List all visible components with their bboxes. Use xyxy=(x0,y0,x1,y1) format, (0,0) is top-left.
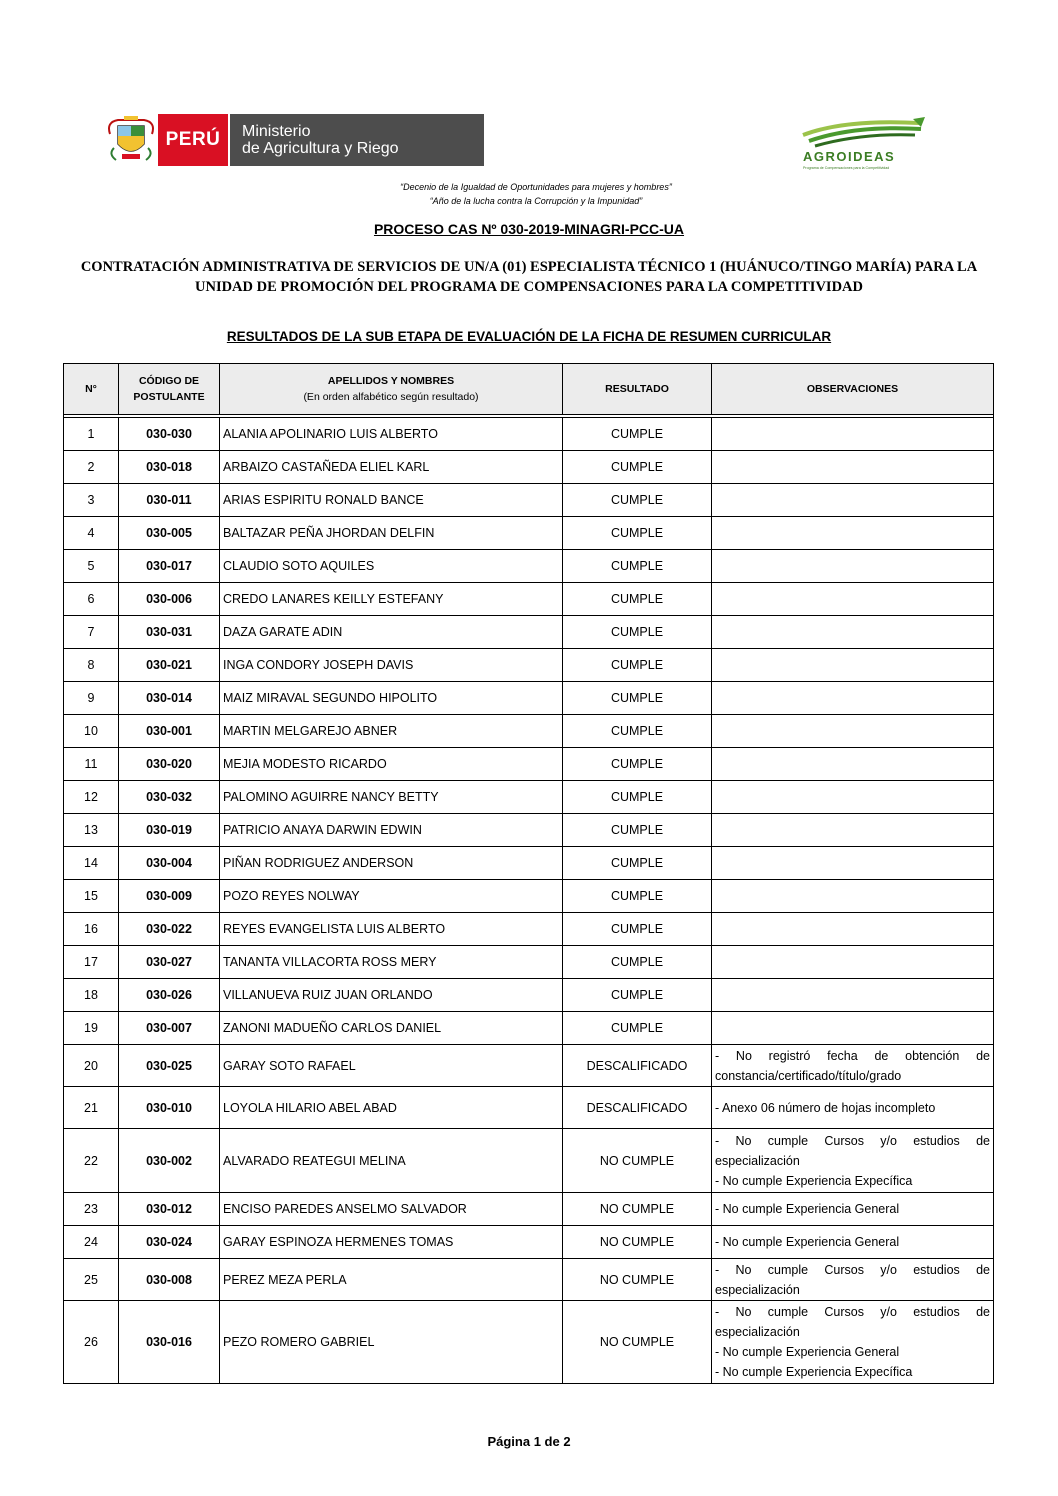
applicant-name: GARAY ESPINOZA HERMENES TOMAS xyxy=(220,1226,563,1259)
applicant-code: 030-025 xyxy=(119,1045,220,1087)
row-number: 2 xyxy=(64,451,119,484)
result-status: CUMPLE xyxy=(563,484,712,517)
row-number: 13 xyxy=(64,814,119,847)
observation-line: - No cumple Experiencia General xyxy=(715,1202,900,1216)
applicant-code: 030-005 xyxy=(119,517,220,550)
mottos xyxy=(0,180,1058,208)
observation-line: - Anexo 06 número de hojas incompleto xyxy=(715,1100,936,1115)
applicant-code: 030-031 xyxy=(119,616,220,649)
applicant-code: 030-006 xyxy=(119,583,220,616)
row-number: 21 xyxy=(64,1087,119,1129)
applicant-name: PEREZ MEZA PERLA xyxy=(220,1259,563,1301)
observations-cell xyxy=(712,1087,994,1129)
results-subtitle: RESULTADOS DE LA SUB ETAPA DE EVALUACIÓN DE LA FICHA DE RESUMEN CURRICULAR xyxy=(226,329,832,344)
applicant-code: 030-017 xyxy=(119,550,220,583)
row-number: 3 xyxy=(64,484,119,517)
observations-cell xyxy=(712,814,994,847)
result-status: CUMPLE xyxy=(563,946,712,979)
observations-cell xyxy=(712,616,994,649)
row-number: 19 xyxy=(64,1012,119,1045)
result-status: DESCALIFICADO xyxy=(563,1087,712,1129)
applicant-name: ALANIA APOLINARIO LUIS ALBERTO xyxy=(220,418,563,451)
row-number: 25 xyxy=(64,1259,119,1301)
table-row xyxy=(64,1259,994,1301)
table-row xyxy=(64,1301,994,1384)
header-code-line2: POSTULANTE xyxy=(133,391,205,403)
result-status: NO CUMPLE xyxy=(563,1226,712,1259)
row-number: 8 xyxy=(64,649,119,682)
observation-line: - No cumple Cursos y/o estudios de especialización xyxy=(715,1133,990,1168)
observations-cell xyxy=(712,649,994,682)
table-row xyxy=(64,715,994,748)
applicant-code: 030-030 xyxy=(119,418,220,451)
observation-line: - No cumple Experiencia General xyxy=(715,1235,900,1249)
result-status: CUMPLE xyxy=(563,682,712,715)
observations-cell xyxy=(712,517,994,550)
table-row xyxy=(64,583,994,616)
applicant-name: TANANTA VILLACORTA ROSS MERY xyxy=(220,946,563,979)
result-status: CUMPLE xyxy=(563,583,712,616)
row-number: 14 xyxy=(64,847,119,880)
observation-line: - No cumple Experiencia Expecífica xyxy=(715,1365,913,1379)
observations-cell xyxy=(712,913,994,946)
applicant-code: 030-011 xyxy=(119,484,220,517)
applicant-code: 030-004 xyxy=(119,847,220,880)
row-number: 1 xyxy=(64,418,119,451)
applicant-name: PEZO ROMERO GABRIEL xyxy=(220,1301,563,1384)
applicant-code: 030-014 xyxy=(119,682,220,715)
agroideas-tagline: Programa de Compensaciones para la Competitividad xyxy=(803,166,890,170)
observations-cell xyxy=(712,583,994,616)
observations-cell xyxy=(712,880,994,913)
agroideas-logo xyxy=(795,113,935,171)
row-number: 12 xyxy=(64,781,119,814)
row-number: 15 xyxy=(64,880,119,913)
applicant-code: 030-022 xyxy=(119,913,220,946)
table-row xyxy=(64,847,994,880)
applicant-name: GARAY SOTO RAFAEL xyxy=(220,1045,563,1087)
observations-cell xyxy=(712,1193,994,1226)
observations-cell xyxy=(712,1259,994,1301)
observations-cell xyxy=(712,847,994,880)
motto-year: “Año de la lucha contra la Corrupción y la Impunidad” xyxy=(429,196,643,206)
observations-cell xyxy=(712,550,994,583)
result-status: CUMPLE xyxy=(563,880,712,913)
applicant-code: 030-001 xyxy=(119,715,220,748)
applicant-name: ARBAIZO CASTAÑEDA ELIEL KARL xyxy=(220,451,563,484)
header-code-line1: CÓDIGO DE xyxy=(138,375,200,387)
table-row xyxy=(64,979,994,1012)
table-row xyxy=(64,550,994,583)
result-status: NO CUMPLE xyxy=(563,1301,712,1384)
observation-line: - No cumple Cursos y/o estudios de especialización xyxy=(715,1262,990,1297)
peru-coat-of-arms-icon xyxy=(104,114,158,166)
observation-line: - No cumple Cursos y/o estudios de especialización xyxy=(715,1305,990,1339)
table-row xyxy=(64,880,994,913)
table-row xyxy=(64,1129,994,1193)
applicant-name: DAZA GARATE ADIN xyxy=(220,616,563,649)
observation-line: - No registró fecha de obtención de constancia/certificado/título/grado xyxy=(715,1048,990,1083)
table-row xyxy=(64,451,994,484)
header-observations: OBSERVACIONES xyxy=(712,364,994,415)
minagri-logo xyxy=(104,114,484,166)
observations-cell xyxy=(712,1012,994,1045)
table-row xyxy=(64,418,994,451)
row-number: 6 xyxy=(64,583,119,616)
table-body xyxy=(64,418,994,1384)
table-row xyxy=(64,1087,994,1129)
applicant-name: PALOMINO AGUIRRE NANCY BETTY xyxy=(220,781,563,814)
applicant-code: 030-018 xyxy=(119,451,220,484)
header-code xyxy=(119,364,220,415)
row-number: 9 xyxy=(64,682,119,715)
result-status: DESCALIFICADO xyxy=(563,1045,712,1087)
result-status: CUMPLE xyxy=(563,550,712,583)
observations-cell xyxy=(712,748,994,781)
result-status: CUMPLE xyxy=(563,847,712,880)
result-status: CUMPLE xyxy=(563,517,712,550)
header-num: N° xyxy=(64,364,119,415)
applicant-code: 030-012 xyxy=(119,1193,220,1226)
applicant-name: VILLANUEVA RUIZ JUAN ORLANDO xyxy=(220,979,563,1012)
ministry-name xyxy=(228,114,484,166)
applicant-name: LOYOLA HILARIO ABEL ABAD xyxy=(220,1087,563,1129)
applicant-name: CLAUDIO SOTO AQUILES xyxy=(220,550,563,583)
row-number: 11 xyxy=(64,748,119,781)
table-row xyxy=(64,748,994,781)
applicant-code: 030-019 xyxy=(119,814,220,847)
applicant-code: 030-032 xyxy=(119,781,220,814)
row-number: 7 xyxy=(64,616,119,649)
row-number: 4 xyxy=(64,517,119,550)
table-row xyxy=(64,814,994,847)
observations-cell xyxy=(712,484,994,517)
observations-cell xyxy=(712,781,994,814)
observations-cell xyxy=(712,1045,994,1087)
result-status: NO CUMPLE xyxy=(563,1193,712,1226)
observations-cell xyxy=(712,979,994,1012)
table-row xyxy=(64,781,994,814)
row-number: 20 xyxy=(64,1045,119,1087)
applicant-code: 030-024 xyxy=(119,1226,220,1259)
observations-cell xyxy=(712,682,994,715)
applicant-name: CREDO LANARES KEILLY ESTEFANY xyxy=(220,583,563,616)
motto-decade: “Decenio de la Igualdad de Oportunidades para mujeres y hombres” xyxy=(400,182,672,192)
applicant-code: 030-027 xyxy=(119,946,220,979)
result-status: CUMPLE xyxy=(563,814,712,847)
result-status: CUMPLE xyxy=(563,913,712,946)
table-row xyxy=(64,1012,994,1045)
peru-label: PERÚ xyxy=(158,114,228,166)
applicant-code: 030-002 xyxy=(119,1129,220,1193)
applicant-code: 030-020 xyxy=(119,748,220,781)
result-status: CUMPLE xyxy=(563,715,712,748)
applicant-name: ARIAS ESPIRITU RONALD BANCE xyxy=(220,484,563,517)
row-number: 22 xyxy=(64,1129,119,1193)
row-number: 17 xyxy=(64,946,119,979)
row-number: 24 xyxy=(64,1226,119,1259)
process-number: PROCESO CAS Nº 030-2019-MINAGRI-PCC-UA xyxy=(373,221,685,237)
applicant-code: 030-008 xyxy=(119,1259,220,1301)
result-status: CUMPLE xyxy=(563,979,712,1012)
row-number: 5 xyxy=(64,550,119,583)
row-number: 10 xyxy=(64,715,119,748)
observations-cell xyxy=(712,451,994,484)
applicant-name: ZANONI MADUEÑO CARLOS DANIEL xyxy=(220,1012,563,1045)
result-status: NO CUMPLE xyxy=(563,1129,712,1193)
applicant-code: 030-009 xyxy=(119,880,220,913)
results-table xyxy=(63,363,994,1384)
table-row xyxy=(64,517,994,550)
table-row xyxy=(64,1045,994,1087)
observation-line: - No cumple Experiencia General xyxy=(715,1345,900,1359)
applicant-name: MARTIN MELGAREJO ABNER xyxy=(220,715,563,748)
table-row xyxy=(64,484,994,517)
observations-cell xyxy=(712,715,994,748)
table-row xyxy=(64,649,994,682)
observations-cell xyxy=(712,946,994,979)
applicant-name: MAIZ MIRAVAL SEGUNDO HIPOLITO xyxy=(220,682,563,715)
table-header-row xyxy=(64,364,994,415)
page-footer: Página 1 de 2 xyxy=(487,1434,571,1449)
result-status: CUMPLE xyxy=(563,1012,712,1045)
applicant-name: POZO REYES NOLWAY xyxy=(220,880,563,913)
table-row xyxy=(64,913,994,946)
ministry-line1: Ministerio xyxy=(242,123,311,140)
applicant-code: 030-007 xyxy=(119,1012,220,1045)
applicant-name: MEJIA MODESTO RICARDO xyxy=(220,748,563,781)
table-row xyxy=(64,1193,994,1226)
row-number: 26 xyxy=(64,1301,119,1384)
applicant-name: PIÑAN RODRIGUEZ ANDERSON xyxy=(220,847,563,880)
applicant-name: BALTAZAR PEÑA JHORDAN DELFIN xyxy=(220,517,563,550)
table-row xyxy=(64,682,994,715)
table-row xyxy=(64,1226,994,1259)
header-result: RESULTADO xyxy=(563,364,712,415)
agroideas-name: AGROIDEAS xyxy=(803,149,896,164)
applicant-code: 030-021 xyxy=(119,649,220,682)
observations-cell xyxy=(712,1129,994,1193)
applicant-code: 030-016 xyxy=(119,1301,220,1384)
result-status: NO CUMPLE xyxy=(563,1259,712,1301)
header-name-line2: (En orden alfabético según resultado) xyxy=(303,391,479,403)
result-status: CUMPLE xyxy=(563,649,712,682)
observations-cell xyxy=(712,1226,994,1259)
result-status: CUMPLE xyxy=(563,616,712,649)
row-number: 16 xyxy=(64,913,119,946)
result-status: CUMPLE xyxy=(563,781,712,814)
observation-line: - No cumple Experiencia Expecífica xyxy=(715,1173,913,1188)
document-title: CONTRATACIÓN ADMINISTRATIVA DE SERVICIOS DE UN/A (01) ESPECIALISTA TÉCNICO 1 (HUÁNUCO/TINGO MARÍA) PARA LA UNIDAD DE PROMOCIÓN DEL PROGRAMA DE COMPENSACIONES PARA LA COMPETITIVIDAD xyxy=(80,259,978,295)
applicant-name: REYES EVANGELISTA LUIS ALBERTO xyxy=(220,913,563,946)
applicant-name: ENCISO PAREDES ANSELMO SALVADOR xyxy=(220,1193,563,1226)
applicant-code: 030-026 xyxy=(119,979,220,1012)
ministry-line2: de Agricultura y Riego xyxy=(242,140,399,157)
observations-cell xyxy=(712,418,994,451)
applicant-name: ALVARADO REATEGUI MELINA xyxy=(220,1129,563,1193)
result-status: CUMPLE xyxy=(563,418,712,451)
applicant-name: INGA CONDORY JOSEPH DAVIS xyxy=(220,649,563,682)
header-name-line1: APELLIDOS Y NOMBRES xyxy=(327,375,455,387)
row-number: 18 xyxy=(64,979,119,1012)
result-status: CUMPLE xyxy=(563,748,712,781)
header-name xyxy=(220,364,563,415)
result-status: CUMPLE xyxy=(563,451,712,484)
applicant-name: PATRICIO ANAYA DARWIN EDWIN xyxy=(220,814,563,847)
row-number: 23 xyxy=(64,1193,119,1226)
applicant-code: 030-010 xyxy=(119,1087,220,1129)
observations-cell xyxy=(712,1301,994,1384)
table-row xyxy=(64,946,994,979)
table-row xyxy=(64,616,994,649)
